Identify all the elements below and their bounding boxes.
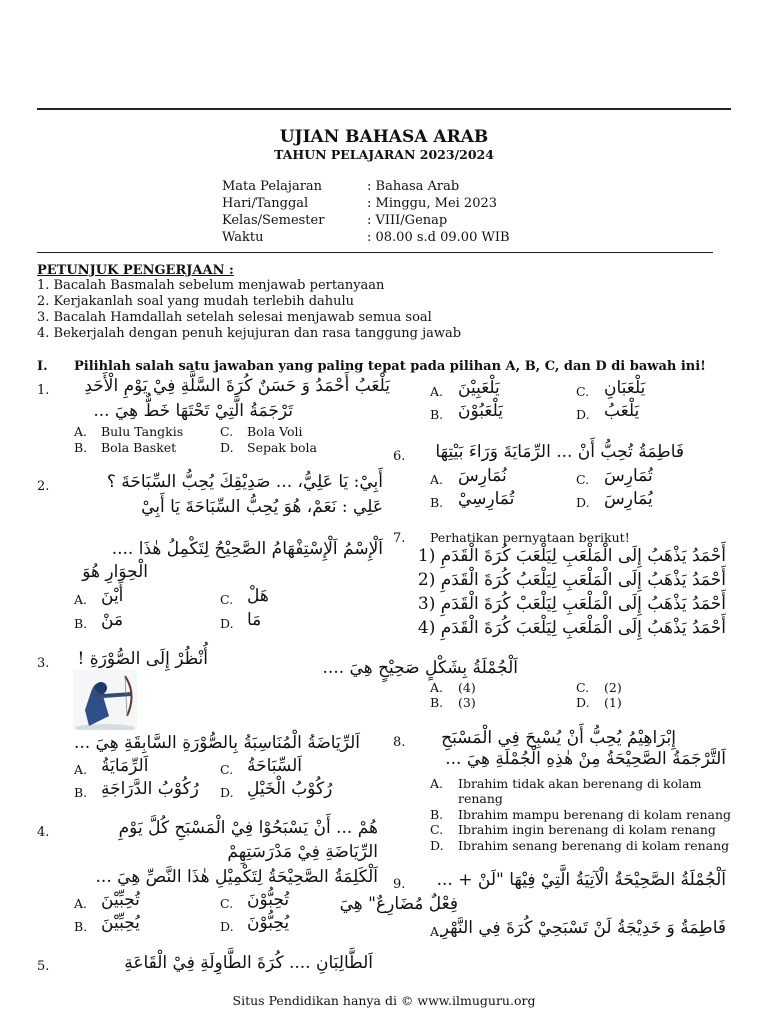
q7-question: اَلْجُمْلَةُ بِشَكْلٍ صَحِيْحٍ هِيَ .... <box>322 658 518 678</box>
q4-option-b[interactable]: يُحِبِّيْنَ <box>101 913 140 933</box>
option-letter: A. <box>430 472 444 487</box>
option-letter: B. <box>430 495 444 510</box>
q7-option-d[interactable]: (1) <box>604 695 622 710</box>
q6-option-b[interactable]: تُمَارِسِيْ <box>458 489 515 509</box>
option-letter: A. <box>430 384 444 399</box>
question-number: 4. <box>37 825 50 840</box>
option-letter: B. <box>74 616 88 631</box>
q3-option-a[interactable]: اَلرِّمَايَةُ <box>101 756 149 776</box>
option-letter: C. <box>220 424 234 439</box>
q6-option-a[interactable]: نُمَارِسَ <box>458 466 507 486</box>
info-value: : Minggu, Mei 2023 <box>367 196 498 211</box>
q4-arabic-line: اَلْكَلِمَةُ الصَّحِيْحَةُ لِتَكْمِيْلِ هٰذَا النَّصِّ هِيَ ... <box>95 867 378 887</box>
section-instruction: Pilihlah salah satu jawaban yang paling tepat pada pilihan A, B, C, dan D di bawah ini! <box>74 359 706 374</box>
q7-statement: أَحْمَدُ يَذْهَبُ إِلَى الْمَلْعَبِ لِيَلْعَبُ كُرَةَ الْقَدَمِ (2 <box>417 570 726 590</box>
q1-arabic-line: تَرْجَمَةُ الَّتِيْ تَحْتَهَا خَطٌّ هِيَ ... <box>93 401 293 421</box>
option-letter: B. <box>430 807 444 822</box>
q3-option-b[interactable]: رُكُوْبُ الدَّرَاجَةِ <box>101 779 199 799</box>
q8-option-b[interactable]: Ibrahim mampu berenang di kolam renang <box>458 807 732 822</box>
option-letter: A. <box>430 680 444 695</box>
q4-arabic-line: الرِّيَاضَةِ فِيْ مَدْرَسَتِهِمْ <box>227 842 378 862</box>
info-label: Waktu <box>222 230 264 245</box>
q7-option-b[interactable]: (3) <box>458 695 476 710</box>
info-label: Mata Pelajaran <box>222 179 323 194</box>
option-letter: B. <box>430 695 444 710</box>
q2-option-a[interactable]: أَيْنَ <box>101 586 124 606</box>
option-letter: A. <box>430 776 444 791</box>
question-number: 6. <box>393 449 406 464</box>
q3-arabic-line: أُنْظُرْ إِلَى الصُّوْرَةِ ! <box>77 649 208 669</box>
q1-option-b[interactable]: Bola Basket <box>101 440 177 455</box>
q2-arabic-line: اَلْإِسْمُ اَلْإِسْتِفْهَامُ الصَّحِيْحُ لِتَكْمِلُ هٰذَا .... <box>111 539 383 559</box>
option-letter: A. <box>74 762 88 777</box>
option-letter: C. <box>430 822 444 837</box>
q9-arabic-line: فِعْلٌ مُضَارِعٌ" هِيَ <box>339 894 458 914</box>
option-letter: A. <box>74 424 88 439</box>
q8-option-a[interactable]: Ibrahim tidak akan berenang di kolam <box>458 776 702 791</box>
option-letter: C. <box>576 472 590 487</box>
instruction-item: 4. Bekerjalah dengan penuh kejujuran dan rasa tanggung jawab <box>37 326 462 341</box>
option-letter: D. <box>220 616 234 631</box>
q1-arabic-line: يَلْعَبُ أَحْمَدُ وَ حَسَنٌ كُرَةَ السَّلَّةِ فِيْ يَوْمِ الْأَحَدِ <box>84 376 390 396</box>
q2-arabic-line: أَبِيْ: يَا عَلِيُّ، ... صَدِيْقِكَ يُحِبُّ السِّبَاحَةَ ؟ <box>106 472 383 492</box>
q6-arabic-line: فَاطِمَةُ تُحِبُّ أَنْ ... الرِّمَايَةَ وَرَاءَ بَيْتِهَا <box>435 442 684 462</box>
question-number: 7. <box>393 531 406 546</box>
option-letter: D. <box>576 495 590 510</box>
option-letter: B. <box>430 407 444 422</box>
q1-option-a[interactable]: Bulu Tangkis <box>101 424 184 439</box>
q3-arabic-line: اَلرِّيَاضَةُ الْمُنَاسِبَةُ بِالصُّوْرَةِ السَّابِقَةِ هِيَ ... <box>73 733 360 753</box>
option-letter: C. <box>220 896 234 911</box>
q8-option-a-cont: renang <box>458 791 503 806</box>
question-number: 8. <box>393 735 406 750</box>
exam-title: UJIAN BAHASA ARAB <box>279 127 489 147</box>
q9-arabic-line: اَلْجُمْلَةُ الصَّحِيْحَةُ الْآتِيَةُ الَّتِيْ فِيْهَا "لَنْ + ... <box>436 870 726 890</box>
q2-option-b[interactable]: مَنْ <box>101 610 124 630</box>
section-number: I. <box>37 359 48 374</box>
q1-option-d[interactable]: Sepak bola <box>247 440 317 455</box>
q9-option-a[interactable]: فَاطِمَةُ وَ خَدِيْجَةُ لَنْ تَسْبَحِيْ كُرَةَ فِي النَّهْرِ <box>440 918 726 938</box>
option-letter: C. <box>576 680 590 695</box>
info-value: : Bahasa Arab <box>367 179 460 194</box>
q7-option-c[interactable]: (2) <box>604 680 622 695</box>
q2-option-d[interactable]: مَا <box>247 610 262 630</box>
q6-option-d[interactable]: يُمَارِسَ <box>604 489 653 509</box>
q5-option-d[interactable]: يَلْعَبُ <box>604 401 640 421</box>
q3-option-d[interactable]: رُكُوْبُ الْخَيْلِ <box>247 779 333 799</box>
option-letter: D. <box>576 695 590 710</box>
q7-intro: Perhatikan pernyataan berikut! <box>430 530 630 545</box>
option-letter: D. <box>430 838 444 853</box>
info-label: Kelas/Semester <box>222 213 325 228</box>
info-value: : 08.00 s.d 09.00 WIB <box>367 230 510 245</box>
option-letter: A. <box>74 592 88 607</box>
q5-arabic-line: اَلطَّالِبَانِ .... كُرَةَ الطَّاوِلَةِ فِيْ الْقَاعَةِ <box>124 953 373 973</box>
q5-option-c[interactable]: يَلْعَبَانِ <box>604 378 646 398</box>
question-number: 9. <box>393 877 406 892</box>
q8-arabic-line: اَلتَّرْجَمَةُ الصَّحِيْحَةُ مِنْ هٰذِهِ الْجُمْلَةِ هِيَ ... <box>445 749 726 769</box>
q8-arabic-line: إِبْرَاهِيْمُ يُحِبُّ أَنْ يُسْبِحَ فِي الْمَسْبَحِ <box>441 728 676 748</box>
info-label: Hari/Tanggal <box>222 196 309 211</box>
option-letter: C. <box>220 762 234 777</box>
question-number: 5. <box>37 959 50 974</box>
q3-option-c[interactable]: اَلسِّبَاحَةُ <box>247 756 303 776</box>
option-letter: D. <box>220 919 234 934</box>
question-number: 2. <box>37 479 50 494</box>
q8-option-c[interactable]: Ibrahim ingin berenang di kolam renang <box>458 822 716 837</box>
option-letter: C. <box>576 384 590 399</box>
option-letter: D. <box>220 440 234 455</box>
q4-option-d[interactable]: يُحِبُّوْنَ <box>247 913 290 933</box>
option-letter: A. <box>74 896 88 911</box>
option-letter: D. <box>576 407 590 422</box>
exam-subtitle: TAHUN PELAJARAN 2023/2024 <box>274 147 494 162</box>
question-number: 3. <box>37 656 50 671</box>
footer-credit: Situs Pendidikan hanya di © www.ilmuguru.org <box>232 993 536 1008</box>
info-divider <box>37 252 713 253</box>
option-letter: B. <box>74 440 88 455</box>
q6-option-c[interactable]: تُمَارِسَ <box>604 466 653 486</box>
q2-arabic-line: عَلِي : نَعَمْ، هُوَ يُحِبُّ السِّبَاحَةَ يَا أَبِيْ <box>141 497 383 517</box>
q5-option-b[interactable]: يَلْعَبُوْنَ <box>458 401 503 421</box>
q4-option-a[interactable]: تُحِبِّيْنَ <box>101 890 140 910</box>
instruction-item: 3. Bacalah Hamdallah setelah selesai menjawab semua soal <box>37 310 432 325</box>
option-letter: D. <box>220 785 234 800</box>
question-number: 1. <box>37 383 50 398</box>
instruction-item: 2. Kerjakanlah soal yang mudah terlebih dahulu <box>37 294 355 309</box>
q4-option-c[interactable]: تُحِبُّوْنَ <box>247 890 290 910</box>
top-rule <box>37 108 731 110</box>
q2-option-c[interactable]: هَلْ <box>247 586 269 606</box>
q2-arabic-line: الْحِوَارِ هُوَ <box>82 562 148 582</box>
option-letter: B. <box>74 919 88 934</box>
instructions-heading: PETUNJUK PENGERJAAN : <box>37 263 234 278</box>
q4-arabic-line: هُمْ ... أَنْ يَسْبَحُوْا فِيْ الْمَسْبَحِ كُلَّ يَوْمِ <box>118 818 378 838</box>
q7-statement: أَحْمَدُ يَذْهَبُ إِلَى الْمَلْعَبِ لِيَلْعَبْ كُرَةَ الْقَدَمِ (3 <box>417 594 726 614</box>
q1-option-c[interactable]: Bola Voli <box>247 424 303 439</box>
q7-statement: أَحْمَدُ يَذْهَبُ إِلَى الْمَلْعَبِ لِيَلْعَبَ كُرَةَ الْقَدَمِ (1 <box>417 546 726 566</box>
option-letter: C. <box>220 592 234 607</box>
info-value: : VIII/Genap <box>367 213 448 228</box>
q8-option-d[interactable]: Ibrahim senang berenang di kolam renang <box>458 838 730 853</box>
option-letter: A. <box>430 924 444 939</box>
archery-image <box>73 670 137 730</box>
q7-statement: أَحْمَدُ يَذْهَبُ إِلَى الْمَلْعَبِ لِيَلْعَبَ كُرَةَ الْقَدَمِ (4 <box>417 618 726 638</box>
instruction-item: 1. Bacalah Basmalah sebelum menjawab pertanyaan <box>37 278 385 293</box>
q7-option-a[interactable]: (4) <box>458 680 476 695</box>
q5-option-a[interactable]: يَلْعَبِيْنَ <box>458 378 500 398</box>
option-letter: B. <box>74 785 88 800</box>
